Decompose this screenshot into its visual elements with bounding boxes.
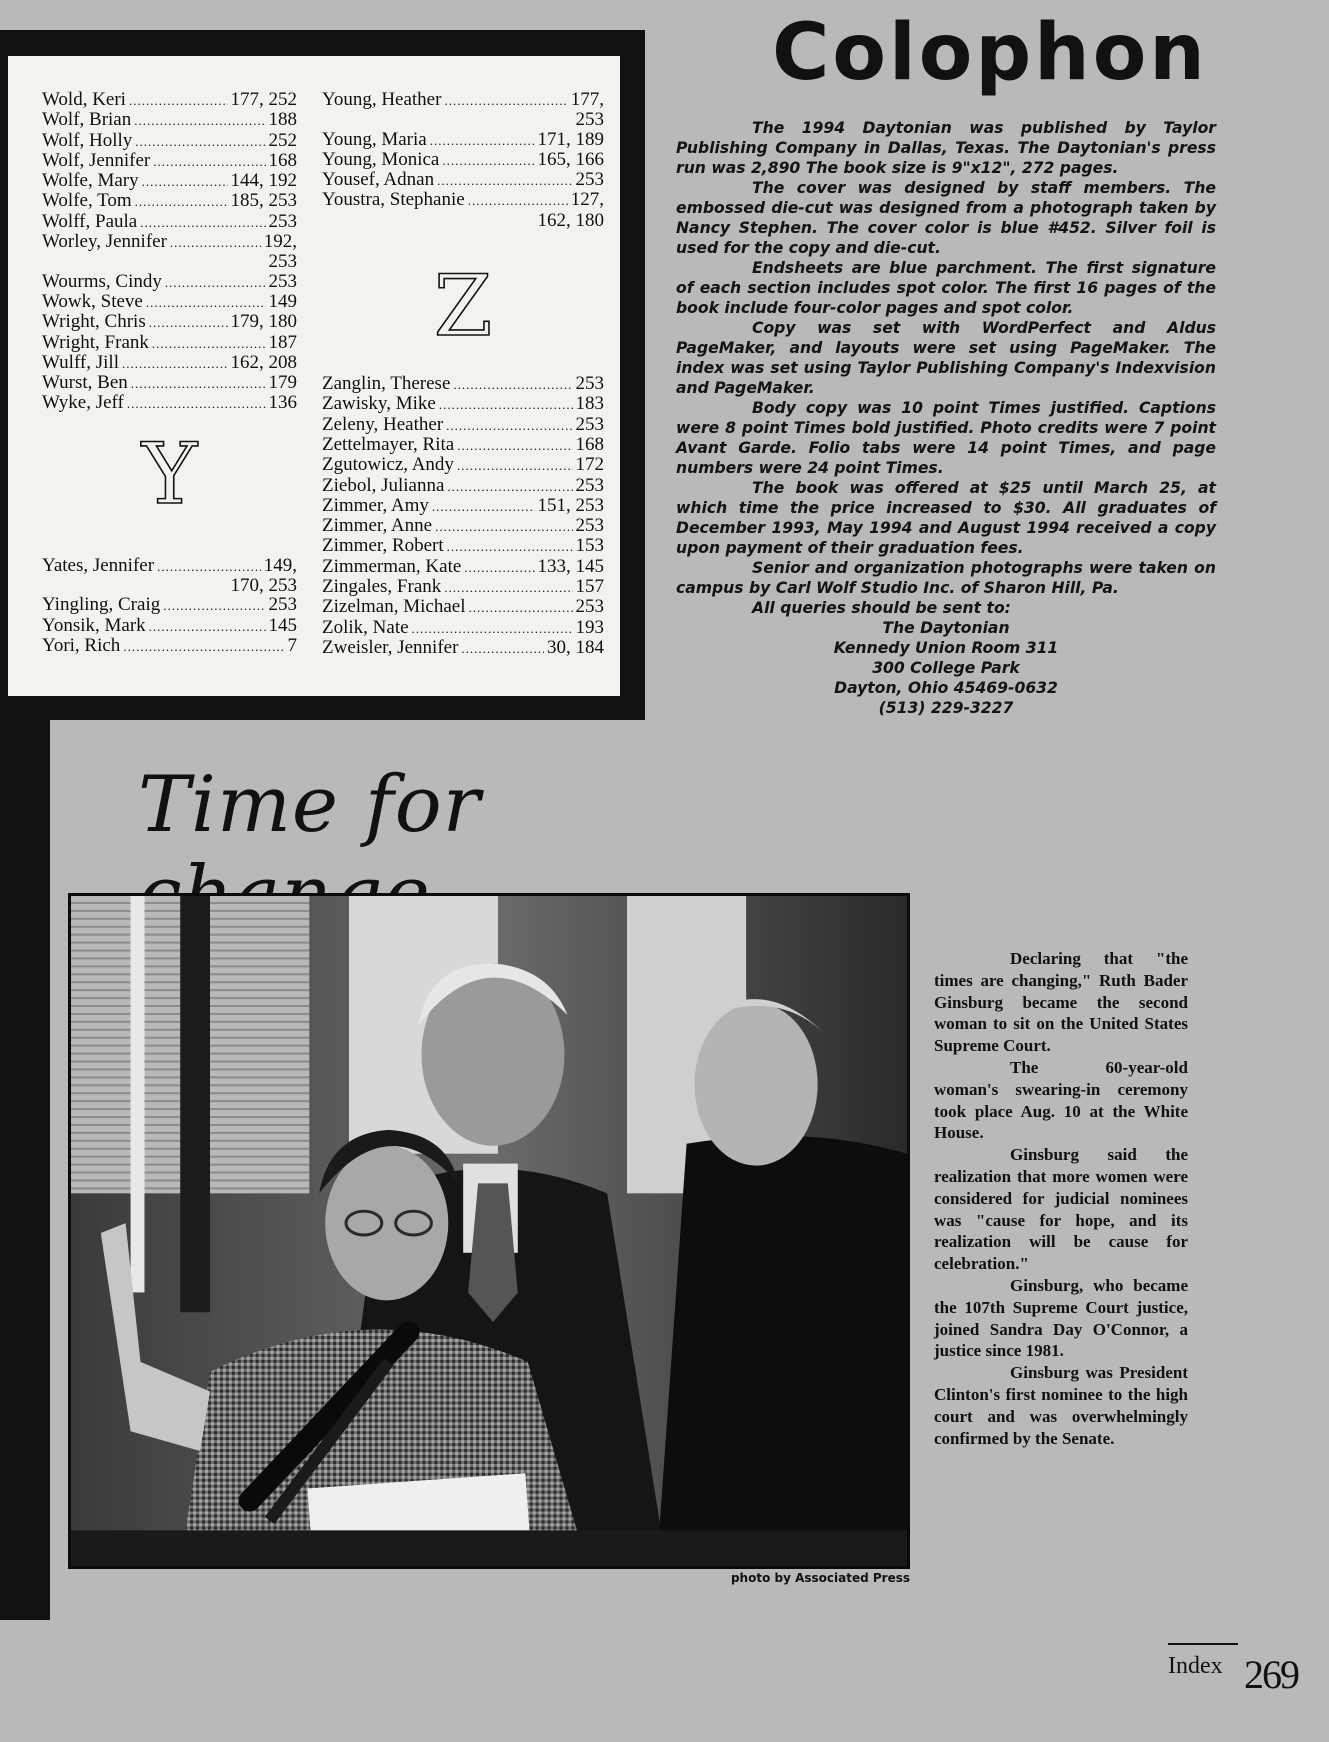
index-entry-pages: 253 bbox=[575, 596, 604, 618]
index-list-y-continued bbox=[322, 90, 604, 230]
letter-heading-y: Y bbox=[141, 424, 198, 523]
index-entry bbox=[42, 292, 297, 312]
index-leader-dots bbox=[437, 170, 572, 190]
index-entry-name: Zingales, Frank bbox=[322, 576, 442, 598]
index-entry bbox=[42, 232, 297, 252]
colophon-paragraphs bbox=[676, 118, 1216, 618]
index-entry bbox=[322, 536, 604, 556]
index-entry-pages: 153 bbox=[575, 535, 604, 557]
colophon-paragraph: Senior and organization photographs were taken on campus by Carl Wolf Studio Inc. of Sharon Hill, Pa. bbox=[676, 559, 1216, 597]
index-entry bbox=[42, 272, 297, 292]
index-entry-name: Wyke, Jeff bbox=[42, 392, 124, 414]
index-entry-pages: 252 bbox=[268, 129, 297, 151]
index-entry-pages: 253 bbox=[575, 515, 604, 537]
address-line: The Daytonian bbox=[882, 619, 1010, 637]
colophon-paragraph: All queries should be sent to: bbox=[752, 599, 1011, 617]
index-entry bbox=[322, 90, 604, 110]
index-entry-pages: 185, 253 bbox=[230, 190, 297, 212]
index-leader-dots bbox=[453, 374, 572, 394]
index-leader-dots bbox=[123, 636, 284, 656]
index-leader-dots bbox=[146, 292, 266, 312]
index-entry bbox=[322, 394, 604, 414]
index-entry bbox=[322, 618, 604, 638]
index-entry-name: Zgutowicz, Andy bbox=[322, 454, 454, 476]
index-list-w bbox=[42, 90, 297, 414]
index-entry-name: Worley, Jennifer bbox=[42, 231, 167, 253]
index-entry bbox=[42, 393, 297, 413]
index-entry-pages: 168 bbox=[268, 149, 297, 171]
index-leader-dots bbox=[435, 516, 572, 536]
index-entry-name: Young, Heather bbox=[322, 89, 442, 110]
index-entry-pages: 253 bbox=[575, 413, 604, 435]
index-entry-name: Wolf, Brian bbox=[42, 109, 132, 131]
index-entry-name: Young, Monica bbox=[322, 148, 440, 170]
index-leader-dots bbox=[432, 496, 535, 516]
index-entry bbox=[322, 150, 604, 170]
index-entry bbox=[42, 131, 297, 151]
index-entry bbox=[322, 170, 604, 190]
story-paragraph: Ginsburg, who became the 107th Supreme Court justice, joined Sandra Day O'Connor, a justice since 1981. bbox=[934, 1275, 1188, 1361]
index-entry-name: Zawisky, Mike bbox=[322, 393, 436, 415]
index-entry-pages: 188 bbox=[268, 109, 297, 131]
index-entry-pages: 133, 145 bbox=[537, 555, 604, 577]
index-entry-pages: 193 bbox=[575, 616, 604, 638]
index-entry-name: Wright, Chris bbox=[42, 311, 146, 333]
index-entry bbox=[322, 597, 604, 617]
index-entry bbox=[42, 616, 297, 636]
index-leader-dots bbox=[134, 110, 265, 130]
index-entry-name: Zizelman, Michael bbox=[322, 596, 466, 618]
index-entry bbox=[322, 638, 604, 658]
index-entry-pages: 168 bbox=[575, 433, 604, 455]
index-entry-pages: 157 bbox=[575, 576, 604, 598]
index-entry-name: Zimmerman, Kate bbox=[322, 555, 462, 577]
index-leader-dots bbox=[149, 312, 228, 332]
colophon-paragraph: The cover was designed by staff members. The embossed die-cut was designed from a photograph taken by Nancy Stephen. The cover color is blue #452. Silver foil is used for the copy and die-cut. bbox=[676, 179, 1216, 257]
index-entry-pages: 127, bbox=[570, 189, 604, 211]
index-leader-dots bbox=[165, 272, 266, 292]
index-box bbox=[8, 56, 620, 696]
index-entry bbox=[42, 90, 297, 110]
index-entry-name: Yori, Rich bbox=[42, 634, 121, 656]
index-leader-dots bbox=[163, 595, 265, 615]
index-entry bbox=[322, 435, 604, 455]
feature-story bbox=[934, 948, 1188, 1449]
index-leader-dots bbox=[412, 618, 573, 638]
index-entry bbox=[322, 130, 604, 150]
index-entry-name: Young, Maria bbox=[322, 128, 427, 150]
index-leader-dots bbox=[152, 333, 266, 353]
index-leader-dots bbox=[446, 415, 572, 435]
swearing-in-photo bbox=[68, 893, 910, 1569]
index-entry-pages: 172 bbox=[575, 454, 604, 476]
address-line: Kennedy Union Room 311 bbox=[833, 639, 1059, 657]
index-entry-pages: 145 bbox=[268, 614, 297, 636]
index-column-2 bbox=[322, 90, 604, 658]
index-entry-pages: 144, 192 bbox=[230, 170, 297, 192]
index-list-z bbox=[322, 374, 604, 658]
index-entry-name: Zettelmayer, Rita bbox=[322, 433, 455, 455]
index-entry-pages: 149 bbox=[268, 290, 297, 312]
index-entry-pages: 177, 252 bbox=[230, 89, 297, 110]
page-edge-bar bbox=[0, 700, 50, 1620]
index-entry-name: Yates, Jennifer bbox=[42, 554, 155, 576]
index-leader-dots bbox=[469, 597, 573, 617]
index-leader-dots bbox=[149, 616, 266, 636]
index-entry-pages: 253 bbox=[575, 474, 604, 496]
index-entry bbox=[322, 190, 604, 210]
story-paragraph: The 60-year-old woman's swearing-in ceremony took place Aug. 10 at the White House. bbox=[934, 1057, 1188, 1143]
index-entry-pages: 253 bbox=[575, 169, 604, 191]
index-leader-dots bbox=[468, 190, 568, 210]
folio-rule bbox=[1168, 1643, 1238, 1645]
index-leader-dots bbox=[140, 212, 265, 232]
index-entry-pages-continued: 162, 180 bbox=[537, 209, 604, 231]
index-leader-dots bbox=[447, 536, 573, 556]
letter-heading-z: Z bbox=[433, 257, 493, 356]
index-entry-name: Zweisler, Jennifer bbox=[322, 636, 459, 658]
index-entry-name: Zimmer, Anne bbox=[322, 515, 433, 537]
address-line: (513) 229-3227 bbox=[878, 699, 1014, 717]
colophon-paragraph: The 1994 Daytonian was published by Taylor Publishing Company in Dallas, Texas. The Daytonian's press run was 2,890 The book size is 9"x12", 272 pages. bbox=[676, 119, 1216, 177]
index-entry-name: Ziebol, Julianna bbox=[322, 474, 445, 496]
index-entry bbox=[42, 373, 297, 393]
index-entry-name: Wulff, Jill bbox=[42, 351, 119, 373]
index-leader-dots bbox=[439, 394, 573, 414]
index-entry-name: Yonsik, Mark bbox=[42, 614, 146, 636]
index-entry-pages: 151, 253 bbox=[537, 494, 604, 516]
index-entry bbox=[322, 476, 604, 496]
index-entry bbox=[42, 312, 297, 332]
index-entry-pages-continued: 253 bbox=[268, 251, 297, 273]
index-entry-pages: 177, bbox=[570, 89, 604, 110]
index-leader-dots bbox=[129, 90, 228, 110]
index-entry-name: Wright, Frank bbox=[42, 331, 149, 353]
page-number: 269 bbox=[1244, 1652, 1298, 1697]
index-leader-dots bbox=[464, 557, 534, 577]
colophon-address bbox=[676, 618, 1216, 718]
colophon-title: Colophon bbox=[772, 8, 1208, 98]
index-entry-name: Zeleny, Heather bbox=[322, 413, 444, 435]
index-entry bbox=[42, 333, 297, 353]
colophon-body bbox=[676, 118, 1216, 718]
index-entry-pages: 149, bbox=[263, 554, 297, 576]
colophon-paragraph: Copy was set with WordPerfect and Aldus PageMaker, and layouts were set using PageMaker. The index was set using Taylor Publishing Company's Indexvision and PageMaker. bbox=[676, 319, 1216, 397]
index-entry bbox=[42, 171, 297, 191]
index-entry bbox=[42, 151, 297, 171]
index-entry-name: Youstra, Stephanie bbox=[322, 189, 465, 211]
address-line: 300 College Park bbox=[872, 659, 1020, 677]
index-entry bbox=[42, 212, 297, 232]
index-entry-pages: 136 bbox=[268, 392, 297, 414]
colophon-paragraph: The book was offered at $25 until March 25, at which time the price increased to $30. All graduates of December 1993, May 1994 and August 1994 received a copy upon payment of their graduation fees. bbox=[676, 479, 1216, 557]
index-entry-name: Yousef, Adnan bbox=[322, 169, 435, 191]
index-leader-dots bbox=[142, 171, 228, 191]
index-entry bbox=[42, 636, 297, 656]
index-entry-pages: 162, 208 bbox=[230, 351, 297, 373]
story-paragraph: Ginsburg was President Clinton's first nominee to the high court and was overwhelmingly confirmed by the Senate. bbox=[934, 1363, 1188, 1448]
index-leader-dots bbox=[447, 476, 572, 496]
index-entry bbox=[322, 455, 604, 475]
index-leader-dots bbox=[131, 373, 266, 393]
index-entry-pages: 183 bbox=[575, 393, 604, 415]
index-entry bbox=[322, 577, 604, 597]
index-leader-dots bbox=[135, 131, 265, 151]
index-entry bbox=[322, 374, 604, 394]
index-entry-name: Zolik, Nate bbox=[322, 616, 409, 638]
index-entry-pages: 179 bbox=[268, 372, 297, 394]
index-leader-dots bbox=[122, 353, 228, 373]
index-entry-name: Zanglin, Therese bbox=[322, 373, 451, 395]
index-entry bbox=[322, 415, 604, 435]
story-paragraph: Declaring that "the times are changing," Ruth Bader Ginsburg became the second woman to sit on the United States Supreme Court. bbox=[934, 949, 1188, 1056]
index-entry bbox=[42, 556, 297, 576]
index-entry-name: Wolfe, Mary bbox=[42, 170, 139, 192]
index-entry-name: Wourms, Cindy bbox=[42, 270, 162, 292]
index-entry-name: Zimmer, Amy bbox=[322, 494, 429, 516]
address-line: Dayton, Ohio 45469-0632 bbox=[834, 679, 1058, 697]
index-leader-dots bbox=[430, 130, 535, 150]
index-entry-name: Zimmer, Robert bbox=[322, 535, 444, 557]
index-entry bbox=[42, 191, 297, 211]
index-entry-name: Wowk, Steve bbox=[42, 290, 143, 312]
index-leader-dots bbox=[135, 191, 228, 211]
index-leader-dots bbox=[444, 90, 567, 110]
index-leader-dots bbox=[157, 556, 261, 576]
story-paragraph: Ginsburg said the realization that more women were considered for judicial nominees was "cause for hope, and its realization will be cause for celebration." bbox=[934, 1145, 1188, 1274]
index-entry bbox=[322, 557, 604, 577]
index-leader-dots bbox=[444, 577, 572, 597]
index-leader-dots bbox=[457, 455, 573, 475]
index-entry-pages: 192, bbox=[263, 231, 297, 253]
index-leader-dots bbox=[170, 232, 261, 252]
index-entry-pages: 253 bbox=[268, 594, 297, 616]
colophon-paragraph: Endsheets are blue parchment. The first signature of each section includes spot color. The first 16 pages of the book include four-color pages and spot color. bbox=[676, 259, 1216, 317]
index-entry bbox=[322, 496, 604, 516]
index-entry-name: Yingling, Craig bbox=[42, 594, 161, 616]
feature-headline: Time for bbox=[138, 760, 482, 850]
index-entry bbox=[42, 595, 297, 615]
folio-label: Index bbox=[1168, 1653, 1223, 1679]
index-entry-name: Wolf, Jennifer bbox=[42, 149, 151, 171]
index-entry-pages: 253 bbox=[575, 373, 604, 395]
index-leader-dots bbox=[127, 393, 266, 413]
index-column-1 bbox=[42, 90, 297, 656]
index-entry-pages-continued: 253 bbox=[575, 109, 604, 131]
photo-illustration bbox=[71, 896, 907, 1566]
index-entry-name: Wolff, Paula bbox=[42, 210, 138, 232]
index-entry-name: Wolfe, Tom bbox=[42, 190, 132, 212]
index-entry-pages: 187 bbox=[268, 331, 297, 353]
index-entry bbox=[42, 353, 297, 373]
index-leader-dots bbox=[153, 151, 265, 171]
index-entry-pages-continued: 170, 253 bbox=[230, 575, 297, 597]
index-entry-pages: 179, 180 bbox=[230, 311, 297, 333]
colophon-paragraph: Body copy was 10 point Times justified. Captions were 8 point Times bold justified. Photo credits were 7 point Avant Garde. Folio tabs were 14 point Times, and page numbers were 24 point Times. bbox=[676, 399, 1216, 477]
index-entry-name: Wolf, Holly bbox=[42, 129, 133, 151]
index-entry-pages: 171, 189 bbox=[537, 128, 604, 150]
index-entry-pages: 7 bbox=[287, 634, 297, 656]
index-entry bbox=[322, 516, 604, 536]
index-entry-name: Wold, Keri bbox=[42, 89, 126, 110]
index-entry-pages: 253 bbox=[268, 270, 297, 292]
index-list-y bbox=[42, 556, 297, 656]
index-leader-dots bbox=[442, 150, 534, 170]
index-entry-name: Wurst, Ben bbox=[42, 372, 128, 394]
photo-credit: photo by Associated Press bbox=[730, 1571, 910, 1585]
index-entry-pages: 30, 184 bbox=[547, 636, 604, 658]
index-entry bbox=[42, 110, 297, 130]
index-leader-dots bbox=[461, 638, 544, 658]
index-leader-dots bbox=[457, 435, 572, 455]
index-entry-pages: 165, 166 bbox=[537, 148, 604, 170]
index-entry-pages: 253 bbox=[268, 210, 297, 232]
